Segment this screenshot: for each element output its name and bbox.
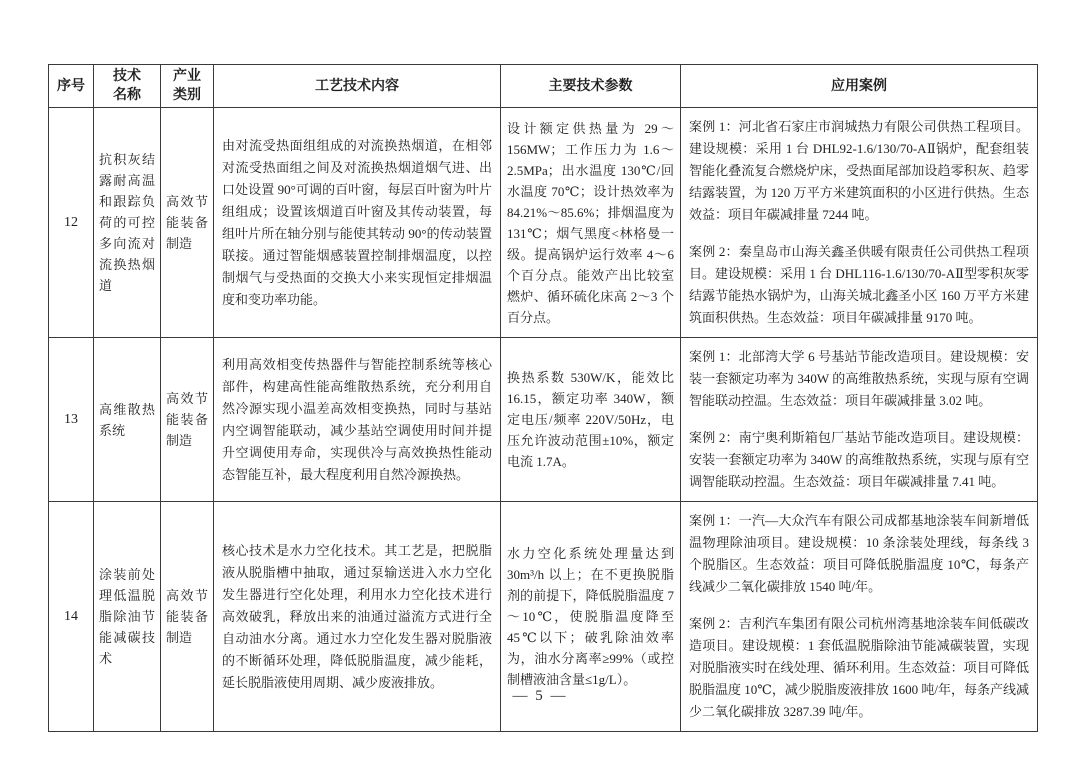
industry-category: 高效节能装备制造 bbox=[161, 108, 214, 338]
tech-name: 涂装前处理低温脱脂除油节能减碳技术 bbox=[94, 502, 161, 732]
row-number: 13 bbox=[49, 338, 94, 502]
process-content: 利用高效相变传热器件与智能控制系统等核心部件，构建高性能高维散热系统，充分利用自然冷源实现小温差高效相变换热，同时与基站内空调智能联动，减少基站空调使用时间并提升空调使用寿命，实现供冷与高效换热性能动态智能互补，最大程度利用自然冷源换热。 bbox=[214, 338, 501, 502]
header-process: 工艺技术内容 bbox=[214, 65, 501, 108]
case-paragraph: 案例 1：一汽—大众汽车有限公司成都基地涂装车间新增低温物理除油项目。建设规模：10 条涂装处理线，每条线 3 个脱脂区。生态效益：项目可降低脱脂温度 10℃，每条产线减少二氧化碳排放 1540 吨/年。 bbox=[689, 513, 1029, 594]
row-number: 12 bbox=[49, 108, 94, 338]
process-content: 核心技术是水力空化技术。其工艺是，把脱脂液从脱脂槽中抽取，通过泵输送进入水力空化发生器进行空化处理，利用水力空化技术进行高效破乳，释放出来的油通过溢流方式进行全自动油水分离。通过水力空化发生器对脱脂液的不断循环处理，降低脱脂温度，减少能耗，延长脱脂液使用周期、减少废液排放。 bbox=[214, 502, 501, 732]
industry-category: 高效节能装备制造 bbox=[161, 502, 214, 732]
header-no: 序号 bbox=[49, 65, 94, 108]
table-row bbox=[49, 338, 1038, 502]
case-paragraph: 案例 1：北部湾大学 6 号基站节能改造项目。建设规模：安装一套额定功率为 340W 的高维散热系统，实现与原有空调智能联动控温。生态效益：项目年碳减排量 3.02 吨。 bbox=[689, 349, 1029, 408]
application-cases bbox=[681, 108, 1038, 338]
technical-params: 水力空化系统处理量达到 30m³/h 以上；在不更换脱脂剂的前提下，降低脱脂温度 7～10℃，使脱脂温度降至 45℃以下；破乳除油效率为，油水分离率≥99%（或控制槽液油含量≤1g/L）。 bbox=[501, 502, 681, 732]
header-category: 产业类别 bbox=[161, 65, 214, 108]
table-row bbox=[49, 108, 1038, 338]
industry-category: 高效节能装备制造 bbox=[161, 338, 214, 502]
header-params: 主要技术参数 bbox=[501, 65, 681, 108]
technical-params: 设计额定供热量为 29～156MW；工作压力为 1.6～2.5MPa；出水温度 130℃/回水温度 70℃；设计热效率为 84.21%～85.6%；排烟温度为 131℃；烟气黑度<林格曼一级。提高锅炉运行效率 4～6 个百分点。能效产出比较室燃炉、循环硫化床高 2～3 个百分点。 bbox=[501, 108, 681, 338]
tech-name: 高维散热系统 bbox=[94, 338, 161, 502]
row-number: 14 bbox=[49, 502, 94, 732]
page-number: — 5 — bbox=[512, 688, 568, 704]
header-cases: 应用案例 bbox=[681, 65, 1038, 108]
application-cases bbox=[681, 338, 1038, 502]
process-content: 由对流受热面组组成的对流换热烟道，在相邻对流受热面组之间及对流换热烟道烟气进、出口处设置 90°可调的百叶窗，每层百叶窗为叶片组组成；设置该烟道百叶窗及其传动装置，每组叶片所在轴分别与能使其转动 90°的传动装置联接。通过智能烟感装置控制排烟温度，以控制烟气与受热面的交换大小来实现恒定排烟温度和变功率功能。 bbox=[214, 108, 501, 338]
case-paragraph: 案例 2：南宁奥利斯箱包厂基站节能改造项目。建设规模：安装一套额定功率为 340W 的高维散热系统，实现与原有空调智能联动控温。生态效益：项目年碳减排量 7.41 吨。 bbox=[689, 430, 1029, 489]
technical-params: 换热系数 530W/K，能效比 16.15，额定功率 340W，额定电压/频率 220V/50Hz，电压允许波动范围±10%，额定电流 1.7A。 bbox=[501, 338, 681, 502]
header-tech-name: 技术名称 bbox=[94, 65, 161, 108]
case-paragraph: 案例 2：秦皇岛市山海关鑫圣供暖有限责任公司供热工程项目。建设规模：采用 1 台 DHL116-1.6/130/70-AⅡ型零积灰零结露节能热水锅炉为，山海关城北鑫圣小区 160 万平方米建筑面积供热。生态效益：项目年碳减排量 9170 吨。 bbox=[689, 244, 1029, 325]
table-header-row bbox=[49, 65, 1038, 108]
case-paragraph: 案例 2：吉利汽车集团有限公司杭州湾基地涂装车间低碳改造项目。建设规模：1 套低温脱脂除油节能减碳装置，实现对脱脂液实时在线处理、循环利用。生态效益：项目可降低脱脂温度 10℃，减少脱脂废液排放 1600 吨/年，每条产线减少二氧化碳排放 3287.39 吨/年。 bbox=[689, 616, 1029, 719]
technology-table bbox=[48, 64, 1038, 732]
case-paragraph: 案例 1：河北省石家庄市润城热力有限公司供热工程项目。建设规模：采用 1 台 DHL92-1.6/130/70-AⅡ锅炉，配套组装智能化叠流复合燃烧炉床，受热面尾部加设趋零积灰、趋零结露装置，为 120 万平方米建筑面积的小区进行供热。生态效益：项目年碳减排量 7244 吨。 bbox=[689, 119, 1029, 222]
tech-name: 抗积灰结露耐高温和跟踪负荷的可控多向流对流换热烟道 bbox=[94, 108, 161, 338]
